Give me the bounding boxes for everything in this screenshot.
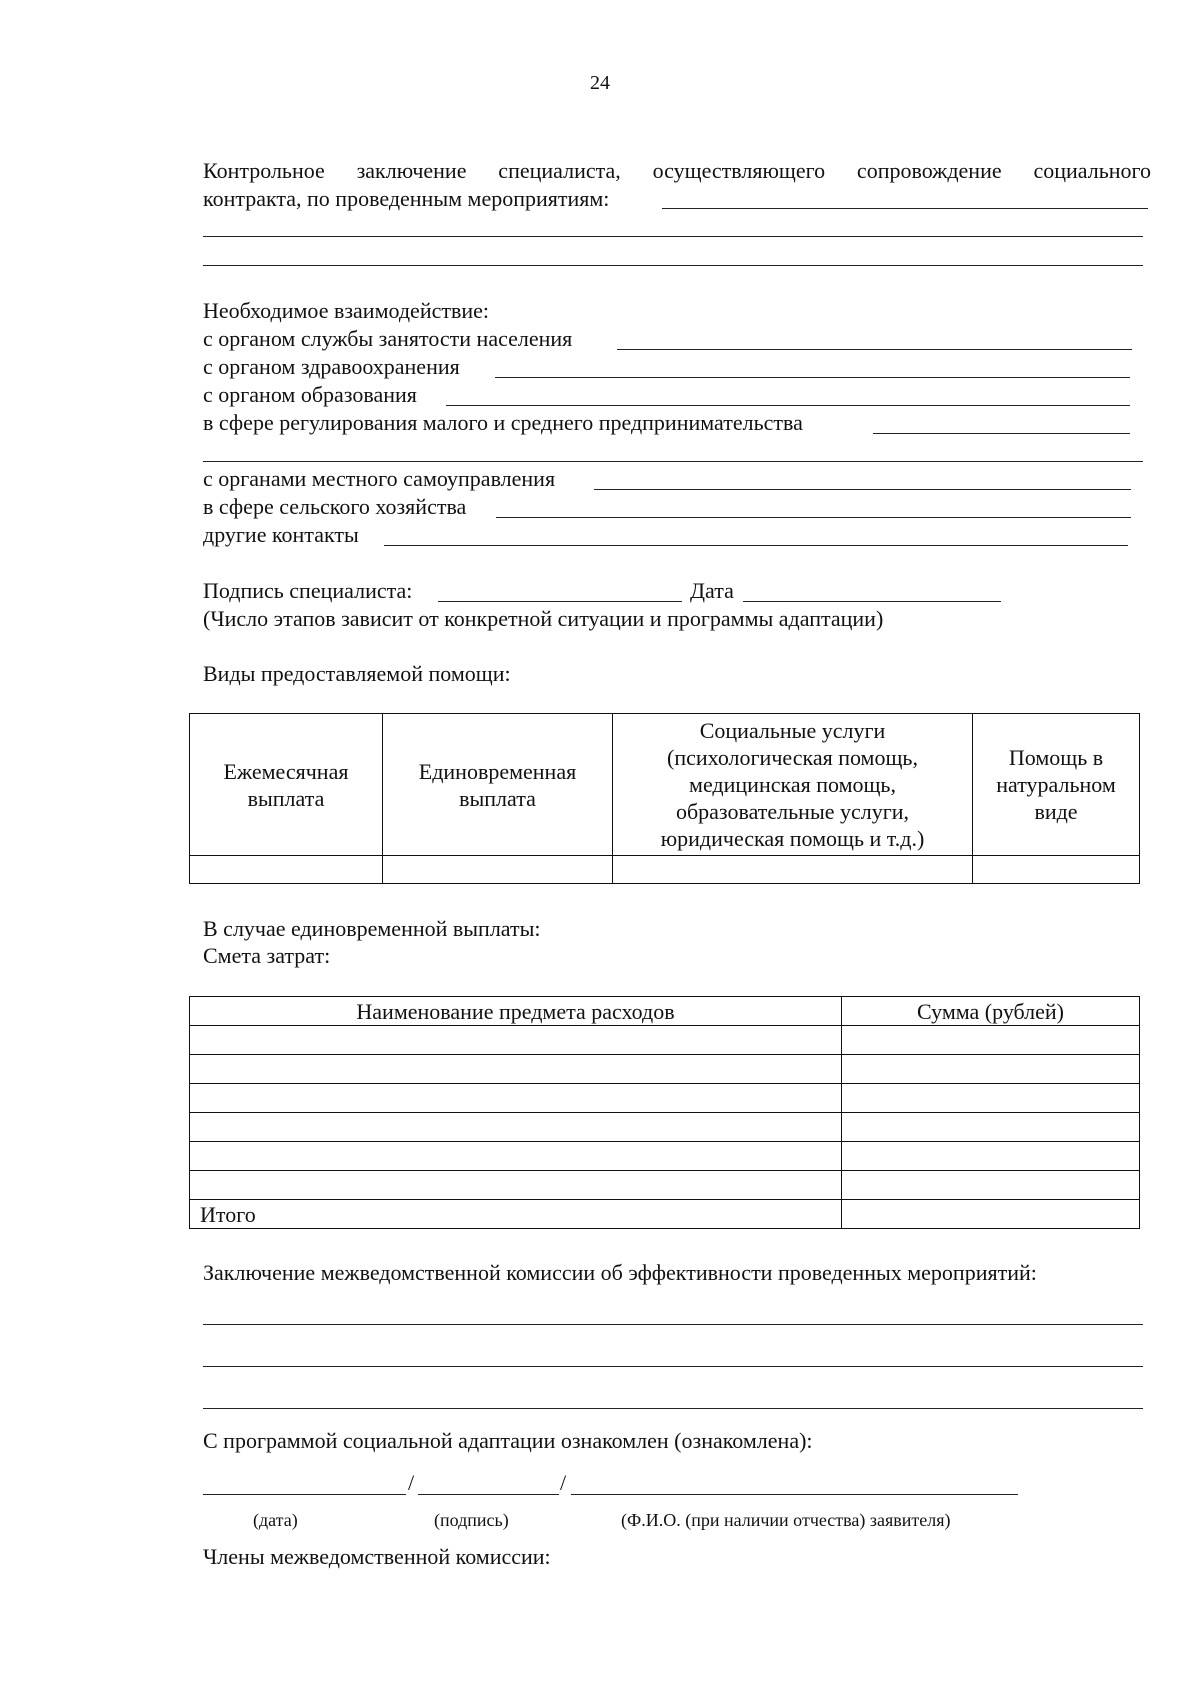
- commission-conclusion-line-3[interactable]: [203, 1408, 1143, 1409]
- table-cell[interactable]: [842, 1084, 1140, 1113]
- caption-date: (дата): [253, 1510, 298, 1530]
- interaction-health-label: с органом здравоохранения: [203, 354, 460, 379]
- commission-conclusion-line-2[interactable]: [203, 1366, 1143, 1367]
- col-in-kind-help: Помощь в натуральном виде: [973, 714, 1140, 856]
- specialist-signature-line[interactable]: [438, 601, 682, 602]
- table-cell[interactable]: [190, 1026, 842, 1055]
- caption-full-name: (Ф.И.О. (при наличии отчества) заявителя): [621, 1510, 951, 1530]
- acquaintance-name-line[interactable]: [571, 1494, 1018, 1495]
- col-amount: Сумма (рублей): [842, 997, 1140, 1026]
- interaction-heading: Необходимое взаимодействие:: [203, 298, 490, 323]
- acquaintance-date-line[interactable]: [203, 1494, 406, 1495]
- table-row: [190, 1171, 1140, 1200]
- separator-slash: /: [560, 1470, 567, 1495]
- estimate-total-row: [190, 1200, 1140, 1229]
- table-cell[interactable]: [842, 1113, 1140, 1142]
- table-cell[interactable]: [842, 1142, 1140, 1171]
- table-cell[interactable]: [190, 1113, 842, 1142]
- interaction-other-label: другие контакты: [203, 522, 359, 547]
- assistance-entry-row: [190, 856, 1140, 884]
- acquaintance-label: С программой социальной адаптации ознакомлен (ознакомлена):: [203, 1428, 813, 1453]
- separator-slash: /: [408, 1470, 415, 1495]
- interaction-education-line[interactable]: [446, 405, 1130, 406]
- table-cell[interactable]: [842, 1026, 1140, 1055]
- table-cell[interactable]: [383, 856, 613, 884]
- table-cell[interactable]: [190, 1142, 842, 1171]
- page-number: 24: [590, 72, 610, 94]
- control-conclusion-fill-line[interactable]: [662, 208, 1148, 209]
- assistance-header-row: [190, 714, 1140, 856]
- specialist-signature-label: Подпись специалиста:: [203, 578, 413, 603]
- table-cell[interactable]: [973, 856, 1140, 884]
- interaction-business-line-2[interactable]: [203, 461, 1143, 462]
- total-label: Итого: [190, 1200, 842, 1229]
- table-cell[interactable]: [190, 1084, 842, 1113]
- col-social-services: Социальные услуги (психологическая помощь, медицинская помощь, образовательные услуги, юридическая помощь и т.д.): [613, 714, 973, 856]
- commission-members-label: Члены межведомственной комиссии:: [203, 1544, 551, 1569]
- interaction-employment-line[interactable]: [617, 349, 1132, 350]
- interaction-health-line[interactable]: [495, 377, 1130, 378]
- cost-estimate-table: [189, 996, 1140, 1229]
- control-conclusion-line1: Контрольное заключение специалиста, осуществляющего сопровождение социального: [203, 158, 1151, 183]
- interaction-local-gov-label: с органами местного самоуправления: [203, 466, 556, 491]
- date-label: Дата: [690, 578, 734, 603]
- control-conclusion-blank-line-1[interactable]: [203, 236, 1143, 237]
- acquaintance-signature-line[interactable]: [418, 1494, 559, 1495]
- interaction-employment-label: с органом службы занятости населения: [203, 326, 573, 351]
- col-expense-item: Наименование предмета расходов: [190, 997, 842, 1026]
- total-amount-cell[interactable]: [842, 1200, 1140, 1229]
- interaction-agriculture-label: в сфере сельского хозяйства: [203, 494, 467, 519]
- table-cell[interactable]: [190, 1055, 842, 1084]
- control-conclusion-line2: контракта, по проведенным мероприятиям:: [203, 186, 610, 211]
- control-conclusion-blank-line-2[interactable]: [203, 265, 1143, 266]
- cost-estimate-label: Смета затрат:: [203, 943, 331, 968]
- one-time-payment-label: В случае единовременной выплаты:: [203, 916, 541, 941]
- interaction-business-label: в сфере регулирования малого и среднего предпринимательства: [203, 410, 803, 435]
- table-row: [190, 1026, 1140, 1055]
- interaction-business-line[interactable]: [873, 433, 1130, 434]
- date-line[interactable]: [743, 601, 1001, 602]
- table-row: [190, 1084, 1140, 1113]
- table-cell[interactable]: [190, 1171, 842, 1200]
- table-row: [190, 1113, 1140, 1142]
- interaction-other-line[interactable]: [384, 545, 1128, 546]
- col-one-time-payment: Единовременная выплата: [383, 714, 613, 856]
- assistance-table: [189, 713, 1140, 884]
- caption-signature: (подпись): [434, 1510, 509, 1530]
- stages-note: (Число этапов зависит от конкретной ситуации и программы адаптации): [203, 606, 884, 631]
- estimate-header-row: [190, 997, 1140, 1026]
- interaction-agriculture-line[interactable]: [496, 517, 1131, 518]
- interaction-education-label: с органом образования: [203, 382, 417, 407]
- table-cell[interactable]: [190, 856, 383, 884]
- table-cell[interactable]: [842, 1171, 1140, 1200]
- interaction-local-gov-line[interactable]: [594, 489, 1131, 490]
- table-row: [190, 1055, 1140, 1084]
- table-row: [190, 1142, 1140, 1171]
- commission-conclusion-label: Заключение межведомственной комиссии об эффективности проведенных мероприятий:: [203, 1260, 1037, 1285]
- table-cell[interactable]: [842, 1055, 1140, 1084]
- assistance-heading: Виды предоставляемой помощи:: [203, 661, 511, 686]
- commission-conclusion-line-1[interactable]: [203, 1324, 1143, 1325]
- table-cell[interactable]: [613, 856, 973, 884]
- col-monthly-payment: Ежемесячная выплата: [190, 714, 383, 856]
